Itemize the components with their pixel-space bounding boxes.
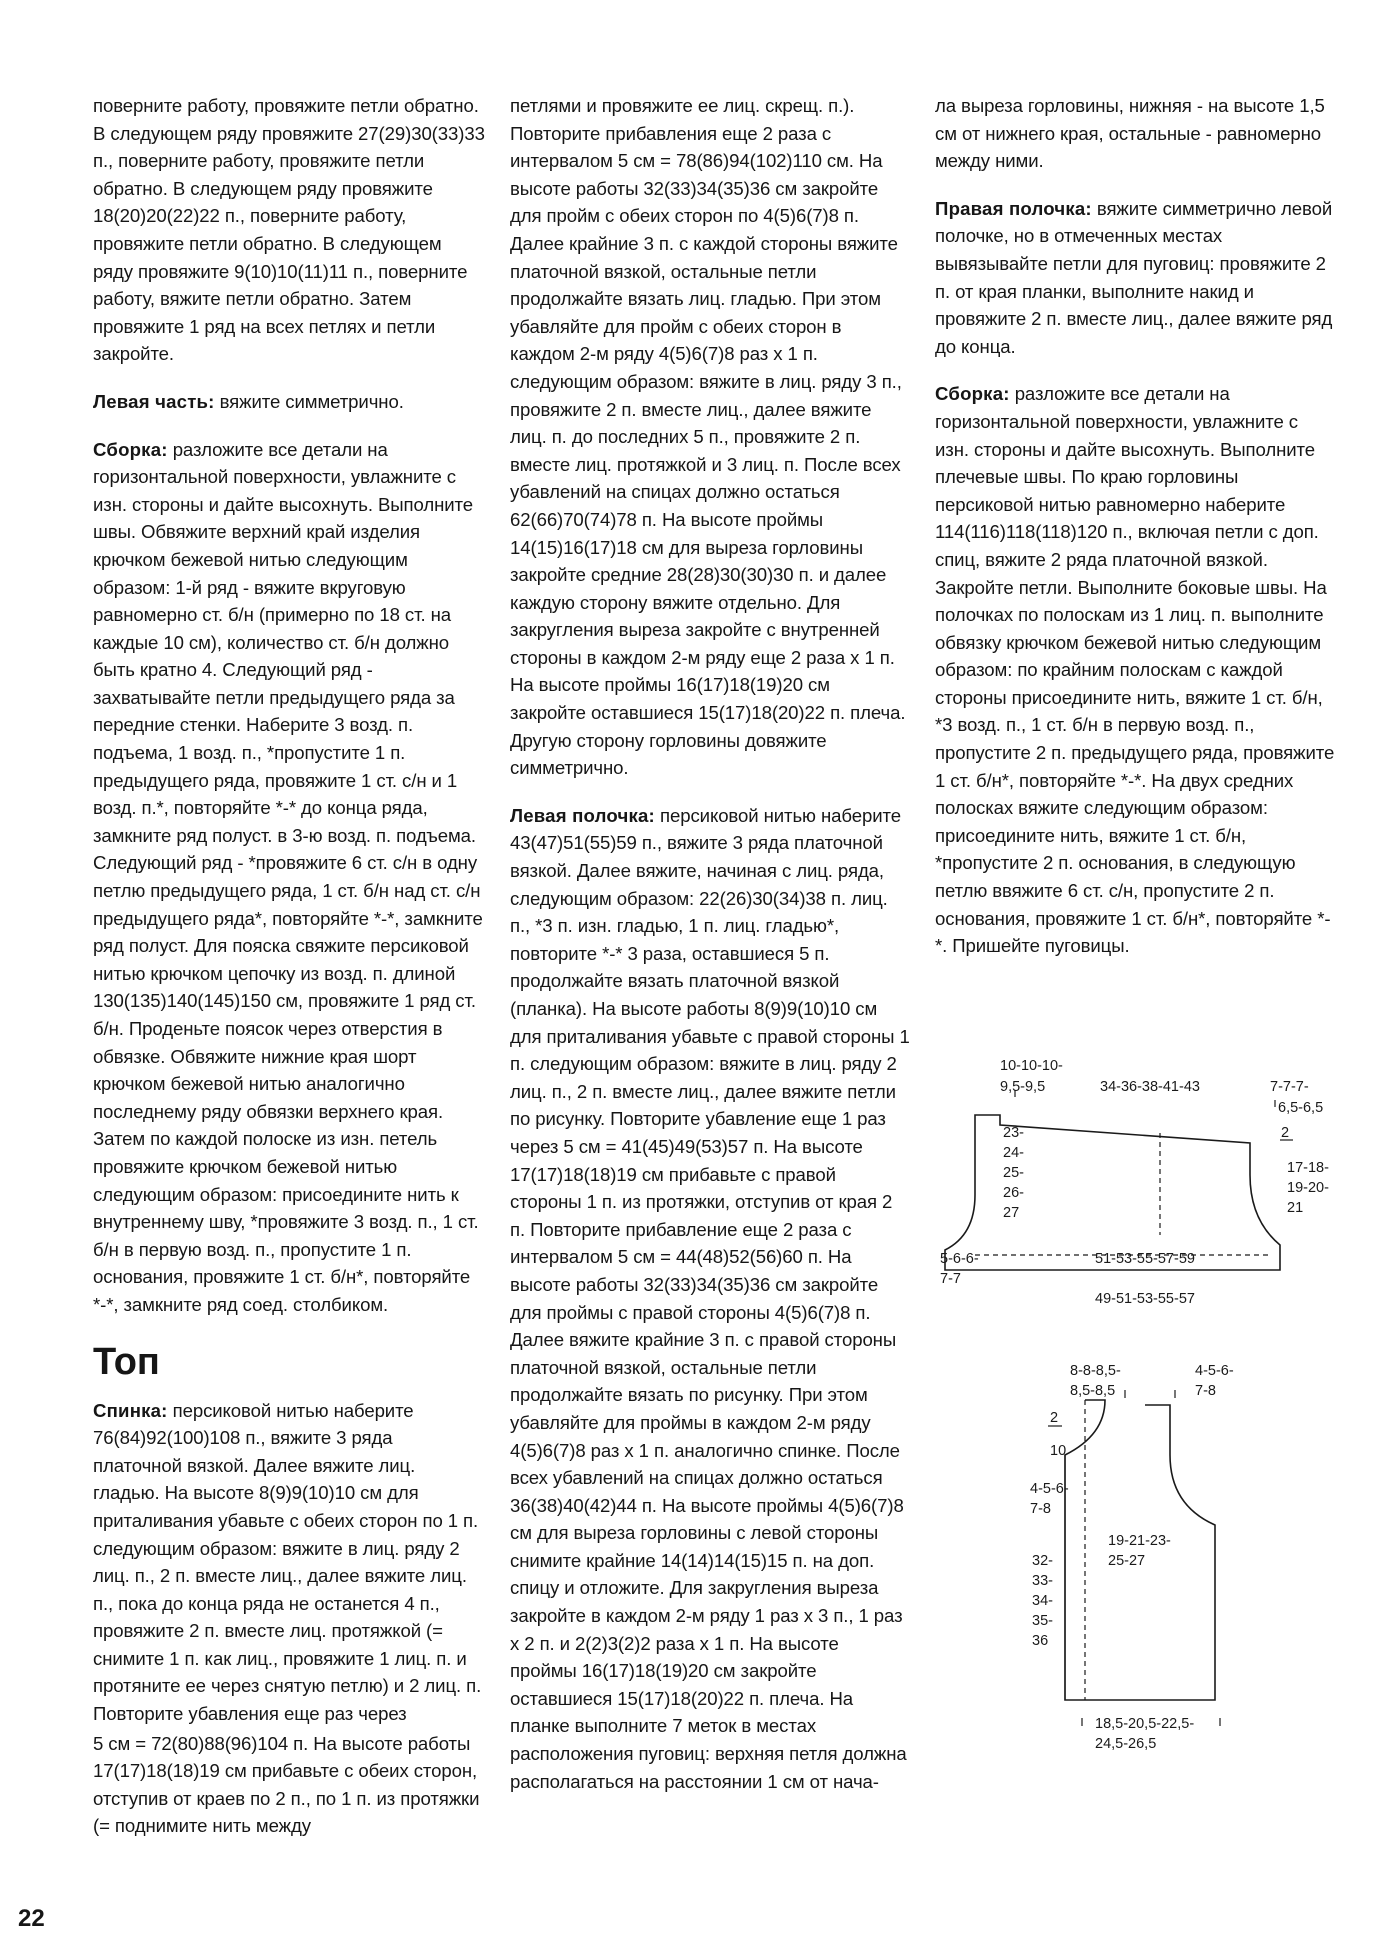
- label-side-left: 7-7: [940, 1271, 961, 1287]
- section-lead: Сборка:: [93, 438, 168, 460]
- section-lead: Левая часть:: [93, 390, 215, 412]
- label-length: 35-: [1032, 1613, 1053, 1629]
- label-armhole-left: 25-: [1003, 1165, 1024, 1181]
- paragraph-right-front: [935, 195, 1335, 361]
- section-lead: Левая полочка:: [510, 804, 655, 826]
- paragraph-text: вяжите симметрично левой полочке, но в отмеченных местах вывязывайте петли для пуговиц: провяжите 2 п. от края планки, выполните накид и провяжите 2 п. вместе лиц., далее вяжите ряд до конца.: [935, 197, 1333, 357]
- label-armhole-left: 23-: [1003, 1125, 1024, 1141]
- front-pattern-diagram: [1020, 1360, 1320, 1755]
- label-length: 33-: [1032, 1573, 1053, 1589]
- paragraph-back: [93, 1397, 485, 1728]
- label-armhole: 4-5-6-: [1030, 1481, 1069, 1497]
- label-inner-width: 51-53-55-57-59: [1095, 1251, 1195, 1267]
- page-number: 22: [18, 1905, 45, 1932]
- column-3: [935, 92, 1335, 980]
- column-1: [93, 92, 485, 1860]
- front-outline: [1065, 1400, 1215, 1700]
- section-heading: Топ: [93, 1340, 160, 1383]
- label-armhole-left: 26-: [1003, 1185, 1024, 1201]
- back-pattern-diagram: [935, 1055, 1335, 1335]
- section-lead: Сборка:: [935, 383, 1010, 405]
- label-shoulder-bottom: 9,5-9,5: [1000, 1079, 1046, 1095]
- column-2: [510, 92, 910, 1815]
- paragraph-text: вяжите симметрично.: [214, 390, 404, 412]
- paragraph-text: персиковой нитью наберите 43(47)51(55)59 п., вяжите 3 ряда платочной вязкой. Далее вяжите, начиная с лиц. ряда, следующим образом: 22(26)30(34)38 п. лиц. п., *3 п. изн. гладью, 1 п. лиц. гладью*, повторите *-* 3 раза, оставшиеся 5 п. продолжайте вязать платочной вязкой (планка). На высоте работы 8(9)9(10)10 см для приталивания убавьте с правой стороны 1 п. следующим образом: вяжите в лиц. ряду 2 лиц. п., 2 п. вместе лиц., далее вяжите петли по рисунку. Повторите убавление еще 1 раз через 5 см = 41(45)49(53)57 п. На высоте 17(17)18(18)19 см прибавьте с правой стороны 1 п. из протяжки, отступив от края 2 п. Повторите прибавление еще 2 раза с интервалом 5 см = 44(48)52(56)60 п. На высоте работы 32(33)34(35)36 см закройте для проймы с правой стороны 4(5)6(7)8 п. Далее вяжите крайние 3 п. с правой стороны платочной вязкой, остальные петли продолжайте вязать по рисунку. При этом убавляйте для проймы в каждом 2-м ряду 4(5)6(7)8 раз х 1 п. аналогично спинке. После всех убавлений на спицах должно остаться 36(38)40(42)44 п. На высоте проймы 4(5)6(7)8 см для выреза горловины с левой стороны снимите крайние 14(14)14(15)15 п. на доп. спицу и отложите. Для закругления выреза закройте в каждом 2-м ряду 1 раз х 3 п., 1 раз х 2 п. и 2(2)3(2)2 раза х 1 п. На высоте проймы 16(17)18(19)20 см закройте оставшиеся 15(17)18(20)22 п. плеча. На планке выполните 7 меток в местах расположения пуговиц: верхняя петля должна располагаться на расстоянии 1 см от нача-: [510, 804, 910, 1792]
- label-right-top: 7-7-7-: [1270, 1079, 1309, 1095]
- label-neck-depth: 10: [1050, 1443, 1067, 1459]
- label-right-bottom: 6,5-6,5: [1278, 1100, 1324, 1116]
- paragraph: ла выреза горловины, нижняя - на высоте 1,5 см от нижнего края, остальные - равномерно между ними.: [935, 95, 1325, 172]
- label-neck-width: 34-36-38-41-43: [1100, 1079, 1200, 1095]
- label-neck-bottom: 7-8: [1195, 1383, 1216, 1399]
- label-shoulder-top: 8-8-8,5-: [1070, 1363, 1121, 1379]
- back-outline: [945, 1115, 1280, 1270]
- label-armhole-right: 19-20-: [1287, 1180, 1329, 1196]
- label-armhole-left: 27: [1003, 1205, 1020, 1221]
- label-length: 36: [1032, 1633, 1049, 1649]
- label-width: 19-21-23-: [1108, 1533, 1171, 1549]
- label-length: 32-: [1032, 1553, 1053, 1569]
- paragraph: поверните работу, провяжите петли обратно. В следующем ряду провяжите 27(29)30(33)33 п., поверните работу, провяжите петли обратно. В следующем ряду провяжите 18(20)20(22)22 п., поверните работу, провяжите петли обратно. В следующем ряду провяжите 9(10)10(11)11 п., поверните работу, вяжите петли обратно. Затем провяжите 1 ряд на всех петлях и петли закройте.: [93, 95, 485, 365]
- label-armhole-right: 17-18-: [1287, 1160, 1329, 1176]
- label-neck-drop: 2: [1050, 1410, 1059, 1426]
- label-width: 25-27: [1108, 1553, 1146, 1569]
- paragraph: петлями и провяжите ее лиц. скрещ. п.). Повторите прибавления еще 2 раза с интервалом 5 см = 78(86)94(102)110 см. На высоте работы 32(33)34(35)36 см закройте для пройм с обеих сторон по 4(5)6(7)8 п. Далее крайние 3 п. с каждой стороны вяжите платочной вязкой, остальные петли продолжайте вязать лиц. гладью. При этом убавляйте для пройм с обеих сторон в каждом 2-м ряду 4(5)6(7)8 раз х 1 п. следующим образом: вяжите в лиц. ряду 3 п., провяжите 2 п. вместе лиц., далее вяжите лиц. п. до последних 5 п., провяжите 2 п. вместе лиц. протяжкой и 3 лиц. п. После всех убавлений на спицах должно остаться 62(66)70(74)78 п. На высоте проймы 14(15)16(17)18 см для выреза горловины закройте средние 28(28)30(30)30 п. и далее каждую сторону вяжите отдельно. Для закругления выреза закройте с внутренней стороны в каждом 2-м ряду еще 2 раза х 1 п. На высоте проймы 16(17)18(19)20 см закройте оставшиеся 15(17)18(20)22 п. плеча. Другую сторону горловины довяжите симметрично.: [510, 95, 906, 779]
- section-lead: Правая полочка:: [935, 197, 1092, 219]
- paragraph-left-part: [93, 388, 485, 416]
- paragraph-left-front: [510, 802, 910, 1795]
- label-bottom-width: 49-51-53-55-57: [1095, 1291, 1195, 1307]
- section-lead: Спинка:: [93, 1399, 168, 1421]
- label-length: 34-: [1032, 1593, 1053, 1609]
- paragraph-text: персиковой нитью наберите 76(84)92(100)108 п., вяжите 3 ряда платочной вязкой. Далее вяжите лиц. гладью. На высоте 8(9)9(10)10 см для приталивания убавьте с обеих сторон по 1 п. следующим образом: вяжите в лиц. ряду 2 лиц. п., 2 п. вместе лиц., далее вяжите лиц. п., пока до конца ряда не останется 4 п., провяжите 2 п. вместе лиц. протяжкой (= снимите 1 п. как лиц., провяжите 1 лиц. п. и протяните ее через снятую петлю) и 2 лиц. п. Повторите убавления еще раз через: [93, 1399, 482, 1725]
- label-shoulder-bottom: 8,5-8,5: [1070, 1383, 1116, 1399]
- label-neck-depth: 2: [1281, 1125, 1290, 1141]
- paragraph-assembly: [93, 436, 485, 1319]
- label-bottom: 18,5-20,5-22,5-: [1095, 1716, 1195, 1732]
- label-bottom: 24,5-26,5: [1095, 1736, 1157, 1752]
- label-neck-top: 4-5-6-: [1195, 1363, 1234, 1379]
- label-armhole-right: 21: [1287, 1200, 1304, 1216]
- paragraph-text: разложите все детали на горизонтальной поверхности, увлажните с изн. стороны и дайте высохнуть. Выполните плечевые швы. По краю горловины персиковой нитью равномерно наберите 114(116)118(118)120 п., включая петли с доп. спиц, вяжите 2 ряда платочной вязкой. Закройте петли. Выполните боковые швы. На полочках по полоскам из 1 лиц. п. выполните обвязку крючком бежевой нитью следующим образом: по крайним полоскам с каждой стороны присоедините нить, вяжите 1 ст. б/н, *3 возд. п., 1 ст. б/н в первую возд. п., пропустите 2 п. предыдущего ряда, провяжите 1 ст. б/н*, повторяйте *-*. На двух средних полосках вяжите следующим образом: присоедините нить, вяжите 1 ст. б/н, *пропустите 2 п. основания, в следующую петлю ввяжите 6 ст. с/н, пропустите 2 п. основания, провяжите 1 ст. б/н*, повторяйте *-*. Пришейте пуговицы.: [935, 383, 1335, 957]
- paragraph-assembly: [935, 380, 1335, 959]
- label-armhole-left: 24-: [1003, 1145, 1024, 1161]
- paragraph: 5 см = 72(80)88(96)104 п. На высоте работы 17(17)18(18)19 см прибавьте с обеих сторон, отступив от краев по 2 п., по 1 п. из протяжки (= поднимите нить между: [93, 1732, 480, 1837]
- paragraph-text: разложите все детали на горизонтальной поверхности, увлажните с изн. стороны и дайте высохнуть. Выполните швы. Обвяжите верхний край изделия крючком бежевой нитью следующим образом: 1-й ряд - вяжите вкруговую равномерно ст. б/н (примерно по 18 ст. на каждые 10 см), количество ст. б/н должно быть кратно 4. Следующий ряд - захватывайте петли предыдущего ряда за передние стенки. Наберите 3 возд. п. подъема, 1 возд. п., *пропустите 1 п. предыдущего ряда, провяжите 1 ст. с/н и 1 возд. п.*, повторяйте *-* до конца ряда, замкните ряд полуст. в 3-ю возд. п. подъема. Следующий ряд - *провяжите 6 ст. с/н в одну петлю предыдущего ряда, 1 ст. б/н над ст. с/н предыдущего ряда*, повторяйте *-*, замкните ряд полуст. Для пояска свяжите персиковой нитью крючком цепочку из возд. п. длиной 130(135)140(145)150 см, провяжите 1 ряд ст. б/н. Проденьте поясок через отверстия в обвязке. Обвяжите нижние края шорт крючком бежевой нитью аналогично последнему ряду обвязки верхнего края. Затем по каждой полоске из изн. петель провяжите крючком бежевой нитью следующим образом: присоедините нить к внутреннему шву, *провяжите 3 возд. п., 1 ст. б/н в первую возд. п., пропустите 1 п. основания, провяжите 1 ст. б/н*, повторяйте *-*, замкните ряд соед. столбиком.: [93, 438, 483, 1315]
- label-side-left: 5-6-6-: [940, 1251, 979, 1267]
- label-shoulder-top: 10-10-10-: [1000, 1058, 1063, 1074]
- label-armhole: 7-8: [1030, 1501, 1051, 1517]
